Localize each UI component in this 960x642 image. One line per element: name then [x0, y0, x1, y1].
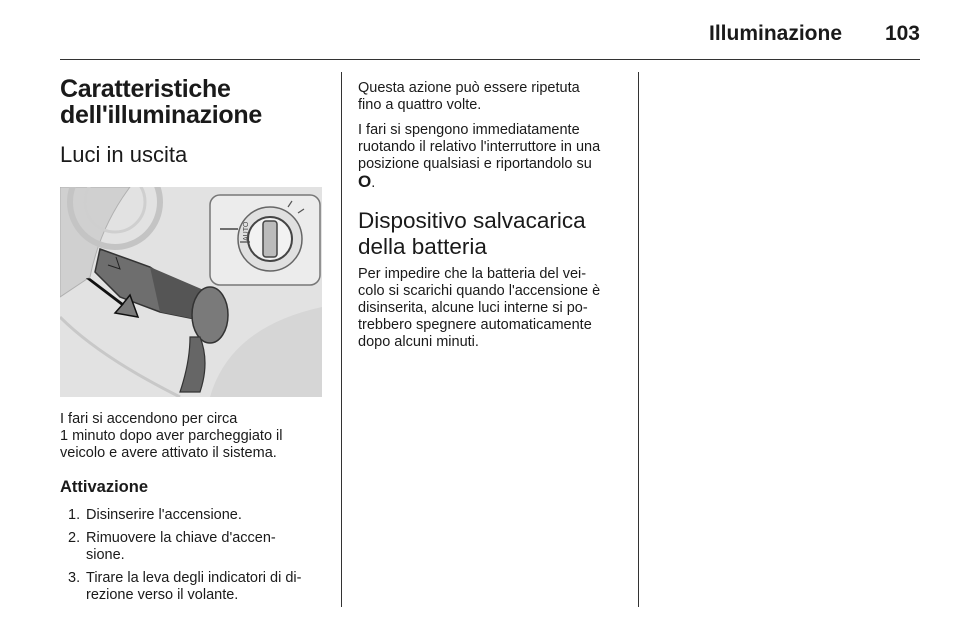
p3-line4: trebbero spegnere automaticamente	[358, 317, 592, 333]
step-item	[60, 530, 326, 564]
lever-illustration-svg	[60, 187, 322, 397]
para1-line2: 1 minuto dopo aver parcheggiato il	[60, 428, 283, 444]
column-divider-2	[638, 72, 639, 607]
activation-steps	[60, 507, 326, 604]
exit-lights-description	[60, 411, 326, 462]
lever-illustration	[60, 187, 322, 397]
step-text: Tirare la leva degli indicatori di di-	[86, 570, 302, 586]
battery-saver-heading	[358, 208, 626, 260]
p1-line2: fino a quattro volte.	[358, 97, 482, 113]
off-position-symbol: O	[358, 172, 372, 191]
p3-line2: colo si scarichi quando l'accensione è	[358, 283, 601, 299]
p2-line2: ruotando il relativo l'interruttore in una	[358, 139, 601, 155]
p2-end: .	[371, 175, 376, 191]
main-heading	[60, 76, 326, 128]
repeat-paragraph	[358, 80, 626, 114]
main-heading-line2: dell'illuminazione	[60, 101, 262, 129]
header-rule	[60, 59, 920, 60]
page-header	[60, 14, 920, 60]
step-item	[60, 507, 326, 524]
p2-line1: I fari si spengono immediatamente	[358, 122, 580, 138]
p2-line3: posizione qualsiasi e riportandolo su	[358, 156, 592, 172]
battery-saver-paragraph	[358, 266, 626, 351]
step-text-cont: rezione verso il volante.	[86, 587, 239, 603]
column-divider-1	[341, 72, 342, 607]
battery-heading-line1: Dispositivo salvacarica	[358, 208, 586, 233]
step-text-cont: sione.	[86, 547, 125, 563]
step-item	[60, 570, 326, 604]
battery-heading-line2: della batteria	[358, 234, 487, 259]
step-number: 2.	[68, 530, 81, 546]
activation-heading: Attivazione	[60, 478, 149, 496]
p3-line5: dopo alcuni minuti.	[358, 334, 479, 350]
p3-line3: disinserita, alcune luci interne si po-	[358, 300, 588, 316]
switch-off-paragraph	[358, 122, 626, 192]
page-number: 103	[884, 22, 920, 45]
para1-line1: I fari si accendono per circa	[60, 411, 238, 427]
para1-line3: veicolo e avere attivato il sistema.	[60, 445, 277, 461]
p1-line1: Questa azione può essere ripetuta	[358, 80, 580, 96]
p3-line1: Per impedire che la batteria del vei-	[358, 266, 587, 282]
sub-heading: Luci in uscita	[60, 142, 188, 167]
column-left	[60, 72, 326, 610]
section-title: Illuminazione	[708, 22, 842, 45]
step-number: 3.	[68, 570, 81, 586]
p2-line4	[358, 173, 626, 192]
step-text: Disinserire l'accensione.	[86, 507, 242, 523]
step-text: Rimuovere la chiave d'accen-	[86, 530, 276, 546]
column-middle	[358, 72, 626, 351]
main-heading-line1: Caratteristiche	[60, 75, 231, 103]
switch-marker-text: AUTO	[243, 221, 250, 241]
step-number: 1.	[68, 507, 81, 523]
